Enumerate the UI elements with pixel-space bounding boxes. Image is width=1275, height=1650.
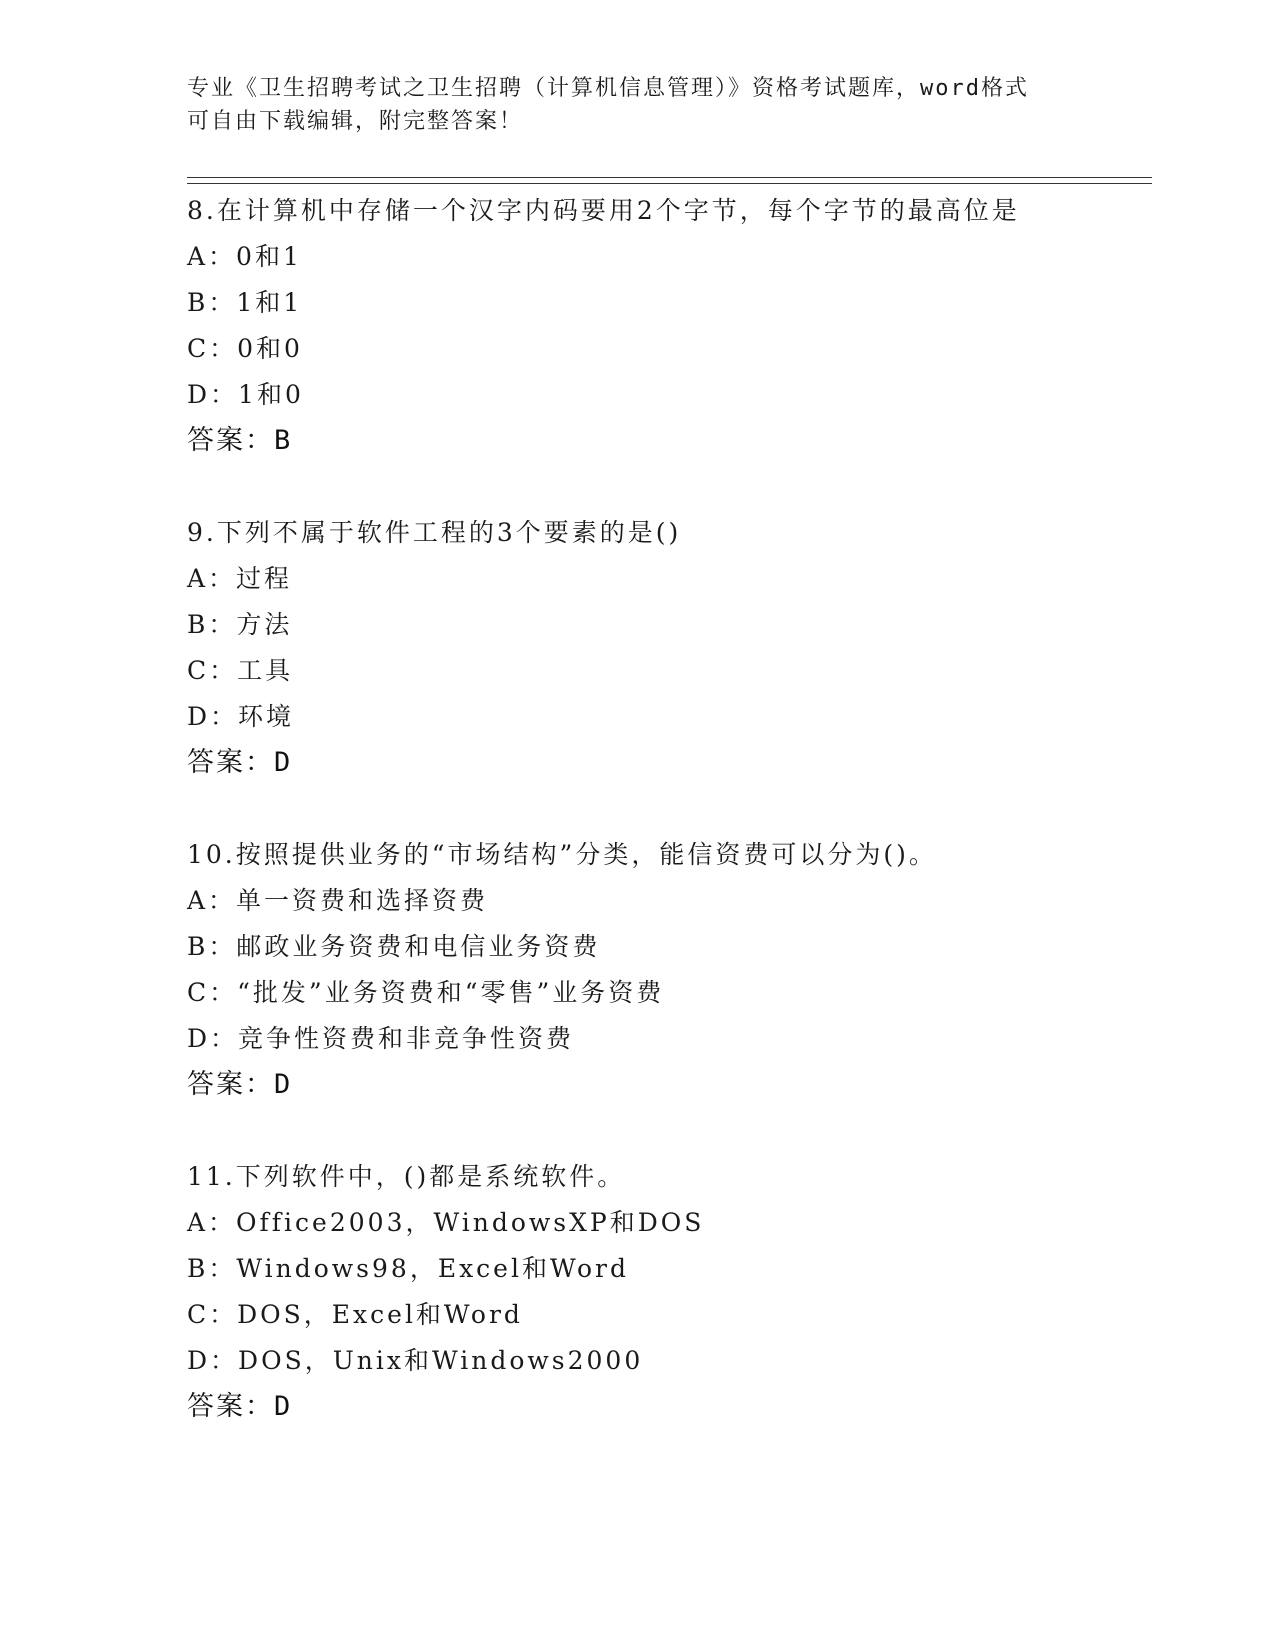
header-divider-top <box>187 177 1152 178</box>
option-b: B：Windows98，Excel和Word <box>187 1254 629 1283</box>
option-c: C：DOS，Excel和Word <box>187 1300 523 1329</box>
answer-value: B <box>274 425 291 456</box>
header-divider-bottom <box>187 183 1152 184</box>
answer-value: D <box>274 747 291 778</box>
option-c: C：“批发”业务资费和“零售”业务资费 <box>187 978 665 1007</box>
option-c: C：工具 <box>187 656 294 685</box>
option-a: A：0和1 <box>187 242 302 271</box>
answer-line <box>187 418 1147 464</box>
answer-line <box>187 1384 1147 1430</box>
document-header <box>187 72 1067 138</box>
answer-line <box>187 1062 1147 1108</box>
answer-value: D <box>274 1069 291 1100</box>
answer-label: 答案： <box>187 425 274 456</box>
question-10 <box>187 832 1147 1108</box>
question-11 <box>187 1154 1147 1430</box>
question-stem: 9.下列不属于软件工程的3个要素的是() <box>187 518 682 547</box>
option-a: A：过程 <box>187 564 293 593</box>
option-b: B：方法 <box>187 610 293 639</box>
option-d: D：环境 <box>187 702 295 731</box>
question-9 <box>187 510 1147 786</box>
question-8 <box>187 188 1147 464</box>
question-stem: 10.按照提供业务的“市场结构”分类，能信资费可以分为()。 <box>187 840 937 869</box>
option-a: A：单一资费和选择资费 <box>187 886 489 915</box>
option-d: D：竞争性资费和非竞争性资费 <box>187 1024 575 1053</box>
option-c: C：0和0 <box>187 334 303 363</box>
option-b: B：1和1 <box>187 288 303 317</box>
question-stem: 8.在计算机中存储一个汉字内码要用2个字节，每个字节的最高位是 <box>187 196 1020 225</box>
question-list <box>187 188 1147 1476</box>
header-line-2: 可自由下载编辑，附完整答案！ <box>187 109 524 134</box>
option-b: B：邮政业务资费和电信业务资费 <box>187 932 601 961</box>
header-line-1: 专业《卫生招聘考试之卫生招聘（计算机信息管理）》资格考试题库，word格式 <box>187 76 1029 101</box>
option-d: D：DOS，Unix和Windows2000 <box>187 1346 644 1375</box>
answer-line <box>187 740 1147 786</box>
question-stem: 11.下列软件中，()都是系统软件。 <box>187 1162 626 1191</box>
answer-label: 答案： <box>187 1391 274 1422</box>
option-d: D：1和0 <box>187 380 304 409</box>
answer-label: 答案： <box>187 1069 274 1100</box>
answer-label: 答案： <box>187 747 274 778</box>
answer-value: D <box>274 1391 291 1422</box>
option-a: A：Office2003，WindowsXP和DOS <box>187 1208 705 1237</box>
